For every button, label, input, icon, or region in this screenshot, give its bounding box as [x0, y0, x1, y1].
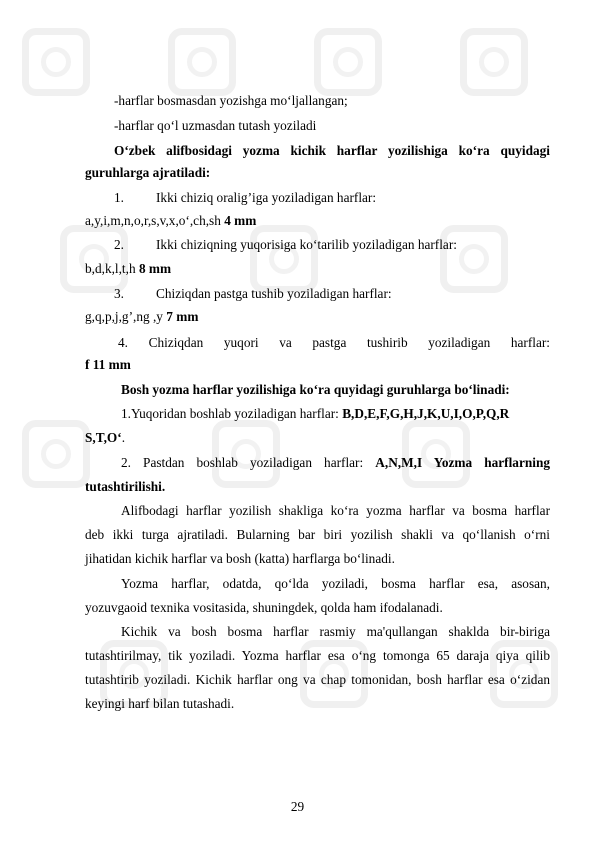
list-value: a,y,i,m,n,o,r,s,v,x,o‘,ch,sh 4 mm	[85, 213, 257, 228]
watermark-logo	[60, 225, 128, 293]
paragraph-line: yozuvgaoid texnika vositasida, shuningdek, qolda ham ifodalanadi.	[85, 600, 443, 615]
watermark-logo	[22, 420, 90, 488]
watermark-logo	[250, 225, 318, 293]
list-value: b,d,k,l,t,h 8 mm	[85, 261, 172, 276]
text-line: 2. Pastdan boshlab yoziladigan harflar: A,N,M,I Yozma harflarning	[121, 455, 550, 470]
paragraph-line: jihatidan kichik harflar va bosh (katta) harflarga bo‘linadi.	[85, 551, 395, 566]
page-number: 29	[290, 799, 305, 814]
text-line: -harflar qo‘l uzmasdan tutash yoziladi	[114, 118, 317, 133]
list-item: Ikki chiziqning yuqorisiga ko‘tarilib yoziladigan harflar:	[156, 237, 457, 252]
list-number: 1.	[114, 190, 124, 205]
list-item: 4. Chiziqdan yuqori va pastga tushirib yoziladigan harflar:	[118, 335, 550, 350]
section-heading: guruhlarga ajratiladi:	[85, 165, 211, 180]
watermark-logo	[212, 420, 280, 488]
paragraph-line: tutashtirib yoziladi. Kichik harflar ong va chap tomonidan, bosh harflar esa o‘zidan	[85, 672, 550, 687]
watermark-logo	[440, 225, 508, 293]
watermark-logo	[168, 28, 236, 96]
list-item: Ikki chiziq oralig’iga yoziladigan harflar:	[156, 190, 377, 205]
list-number: 2.	[114, 237, 124, 252]
paragraph-line: tutashtirilmay, tik yoziladi. Yozma harflar esa o‘ng tomonga 65 daraja qiya qilib	[85, 648, 550, 663]
text-line: tutashtirilishi.	[85, 479, 166, 494]
section-heading: Bosh yozma harflar yozilishiga ko‘ra quyidagi guruhlarga bo‘linadi:	[121, 382, 510, 397]
paragraph-line: Yozma harflar, odatda, qo‘lda yoziladi, bosma harflar esa, asosan,	[121, 576, 550, 591]
section-heading: O‘zbek alifbosidagi yozma kichik harflar yozilishiga ko‘ra quyidagi	[114, 143, 550, 158]
text-line: S,T,O‘.	[85, 430, 126, 445]
list-number: 3.	[114, 286, 124, 301]
list-item: Chiziqdan pastga tushib yoziladigan harflar:	[156, 286, 392, 301]
watermark-logo	[314, 28, 382, 96]
list-value: g,q,p,j,g’,ng ,y 7 mm	[85, 309, 199, 324]
watermark-logo	[460, 28, 528, 96]
paragraph-line: deb ikki turga ajratiladi. Bularning bar biri yozilish shakli va qo‘llanish o‘rni	[85, 527, 550, 542]
list-value: f 11 mm	[85, 357, 131, 372]
watermark-logo	[22, 28, 90, 96]
text-line: -harflar bosmasdan yozishga mo‘ljallangan;	[114, 93, 348, 108]
text-line: 1.Yuqoridan boshlab yoziladigan harflar: B,D,E,F,G,H,J,K,U,I,O,P,Q,R	[121, 406, 510, 421]
paragraph-line: Alifbodagi harflar yozilish shakliga ko‘ra yozma harflar va bosma harflar	[121, 503, 550, 518]
watermark-logo	[402, 420, 470, 488]
paragraph-line: Kichik va bosh bosma harflar rasmiy ma'qullangan shaklda bir-biriga	[121, 624, 550, 639]
paragraph-line: keyingi harf bilan tutashadi.	[85, 696, 235, 711]
